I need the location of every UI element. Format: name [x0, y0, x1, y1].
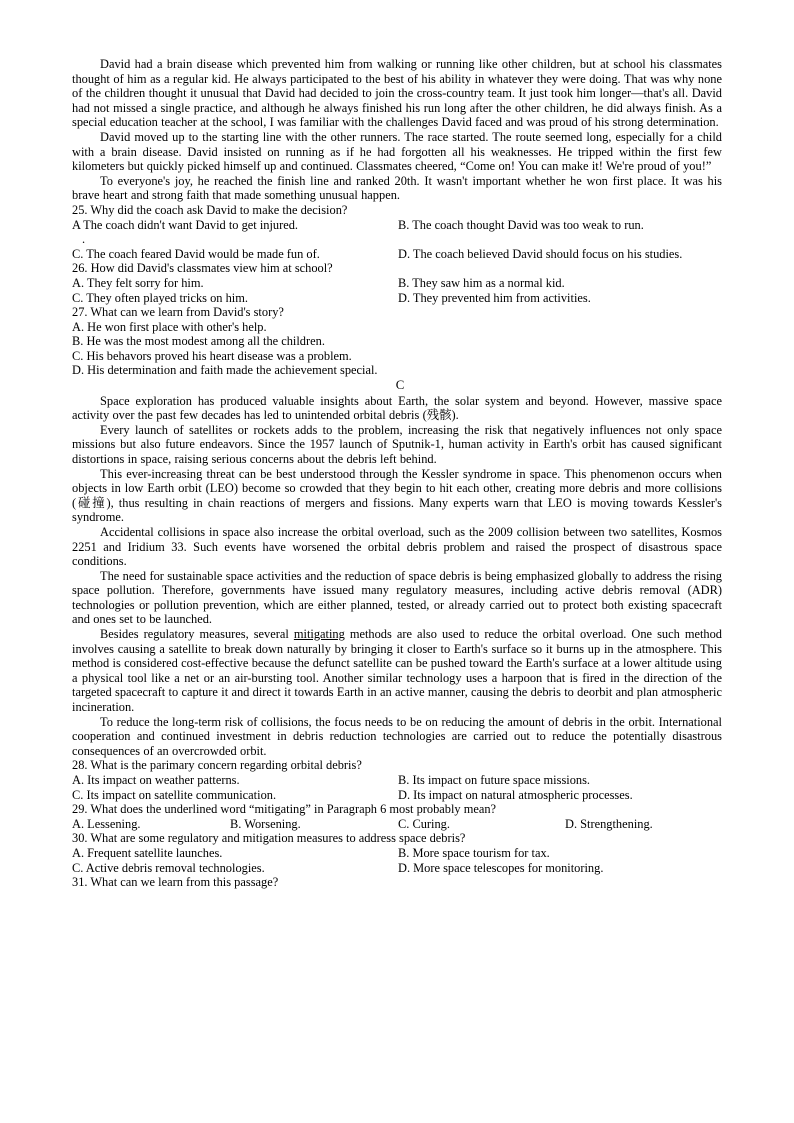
question-29-option-b[interactable]: B. Worsening. — [230, 816, 301, 831]
underlined-word-mitigating: mitigating — [293, 627, 345, 642]
question-25-options-row-2 — [72, 247, 722, 262]
question-30-option-d[interactable]: D. More space telescopes for monitoring. — [398, 860, 604, 875]
paragraph-6-text-before: Besides regulatory measures, several — [100, 627, 294, 642]
question-26-stem: 26. How did David's classmates view him at school? — [72, 261, 333, 276]
question-28-option-b[interactable]: B. Its impact on future space missions. — [398, 773, 591, 787]
question-28-option-c[interactable]: C. Its impact on satellite communication. — [72, 787, 277, 802]
question-29-options-row — [72, 817, 722, 832]
question-28-options-row-1 — [72, 773, 722, 788]
question-27-stem: 27. What can we learn from David's story? — [72, 305, 284, 320]
passage-c-paragraph-6 — [72, 627, 722, 715]
question-27-option-b[interactable]: B. He was the most modest among all the children. — [72, 334, 325, 349]
stray-mark: . — [82, 232, 86, 247]
question-29-option-d[interactable]: D. Strengthening. — [565, 816, 653, 831]
question-29-option-c[interactable]: C. Curing. — [398, 816, 450, 831]
question-25-option-b[interactable]: B. The coach thought David was too weak to run. — [398, 217, 644, 232]
question-29-stem: 29. What does the underlined word “mitigating” in Paragraph 6 most probably mean? — [72, 802, 497, 817]
question-26-option-c[interactable]: C. They often played tricks on him. — [72, 290, 248, 305]
question-26-options-row-1 — [72, 276, 722, 291]
question-26-option-a[interactable]: A. They felt sorry for him. — [72, 275, 204, 290]
section-letter-c: C — [395, 378, 405, 393]
passage-b-paragraph-1: David had a brain disease which prevented him from walking or running like other children, but at school his classmates thought of him as a regular kid. He always participated to the best of his ability in whatever they were doing. That was why none of the children thought it unusual that David had decided to join the cross-country team. It just took him longer—that's all. David had not missed a single practice, and although he always finished his run long after the other children, he did always finish. As a special education teacher at the school, I was familiar with the challenges David faced and was proud of his strong determination. — [72, 57, 722, 130]
question-25-stem: 25. Why did the coach ask David to make the decision? — [72, 202, 348, 217]
question-30-stem: 30. What are some regulatory and mitigation measures to address space debris? — [72, 831, 466, 846]
passage-b-paragraph-3: To everyone's joy, he reached the finish line and ranked 20th. It wasn't important whether he won first place. It was his brave heart and strong faith that made something unusual happen. — [72, 173, 722, 203]
question-25-options-row-1 — [72, 218, 722, 233]
passage-c-paragraph-5: The need for sustainable space activities and the reduction of space debris is being emphasized globally to address the rising space pollution. Therefore, governments have issued many regulatory measures, including active debris removal (ADR) technologies or pollution prevention, which are either planned, tested, or already carried out to protect both existing spacecraft and ones set to be launched. — [72, 568, 722, 627]
question-28-options-row-2 — [72, 788, 722, 803]
question-28-option-a[interactable]: A. Its impact on weather patterns. — [72, 773, 240, 787]
paragraph-6-text-after: methods are also used to reduce the orbital overload. One such method involves causing a satellite to break down naturally by bringing it closer to Earth's surface so it burns up in the atmosphere. This method is considered cost-effective because the defunct satellite can be pushed toward the Earth's surface at a lower altitude using a physical tool like a net or an air-bursting tool. Another similar technology uses a harpoon that is fired in the direction of the targeted spacecraft to capture it and direct it towards Earth in an active manner, causing the debris to deorbit and plan atmospheric incineration. — [72, 627, 722, 715]
question-25-option-a[interactable]: A The coach didn't want David to get injured. — [72, 217, 299, 232]
question-27-option-a[interactable]: A. He won first place with other's help. — [72, 319, 267, 334]
question-26-option-b[interactable]: B. They saw him as a normal kid. — [398, 275, 565, 290]
question-27-option-c[interactable]: C. His behavors proved his heart disease was a problem. — [72, 348, 352, 363]
passage-c-paragraph-2: Every launch of satellites or rockets adds to the problem, increasing the risk that negatively influences not only space missions but also future endeavors. Since the 1957 launch of Sputnik-1, human activity in Earth's orbit has caused significant distortions in space, raising serious concerns about the debris left behind. — [72, 422, 722, 466]
passage-c-paragraph-1: Space exploration has produced valuable insights about Earth, the solar system and beyond. However, massive space activity over the past few decades has led to unintended orbital debris (残骸). — [72, 393, 722, 423]
question-30-option-b[interactable]: B. More space tourism for tax. — [398, 845, 550, 860]
question-28-stem: 28. What is the parimary concern regarding orbital debris? — [72, 758, 362, 773]
document-page — [72, 57, 722, 890]
question-25-option-d[interactable]: D. The coach believed David should focus on his studies. — [398, 246, 683, 261]
question-28-option-d[interactable]: D. Its impact on natural atmospheric processes. — [398, 787, 633, 802]
question-30-option-a[interactable]: A. Frequent satellite launches. — [72, 845, 223, 860]
question-31-stem: 31. What can we learn from this passage? — [72, 875, 279, 890]
question-30-option-c[interactable]: C. Active debris removal technologies. — [72, 860, 265, 875]
question-27-option-d[interactable]: D. His determination and faith made the achievement special. — [72, 363, 378, 378]
passage-c-paragraph-3: This ever-increasing threat can be best understood through the Kessler syndrome in space. This phenomenon occurs when objects in low Earth orbit (LEO) become so crowded that they begin to hit each other, creating more debris and more collisions (碰撞), thus resulting in chain reactions of mergers and fissions. Many experts warn that LEO is moving towards Kessler's syndrome. — [72, 466, 722, 525]
question-26-option-d[interactable]: D. They prevented him from activities. — [398, 290, 591, 305]
question-25-option-c[interactable]: C. The coach feared David would be made fun of. — [72, 246, 320, 261]
passage-c-paragraph-7: To reduce the long-term risk of collisions, the focus needs to be on reducing the amount of debris in the orbit. International cooperation and continued investment in debris reduction technologies are carried out to reduce the potentially disastrous consequences of an overcrowded orbit. — [72, 714, 722, 758]
passage-b-paragraph-2: David moved up to the starting line with the other runners. The race started. The route seemed long, especially for a child with a brain disease. David insisted on running as if he had forgotten all his weaknesses. He tripped within the first few kilometers but quickly picked himself up and continued. Classmates cheered, “Come on! You can make it! We're proud of you!” — [72, 129, 722, 174]
question-29-option-a[interactable]: A. Lessening. — [72, 816, 141, 831]
question-26-options-row-2 — [72, 291, 722, 306]
passage-c-paragraph-4: Accidental collisions in space also increase the orbital overload, such as the 2009 collision between two satellites, Kosmos 2251 and Iridium 33. Such events have worsened the orbital debris problem and raised the prospect of disastrous space conditions. — [72, 524, 722, 569]
question-30-options-row-2 — [72, 861, 722, 876]
question-30-options-row-1 — [72, 846, 722, 861]
